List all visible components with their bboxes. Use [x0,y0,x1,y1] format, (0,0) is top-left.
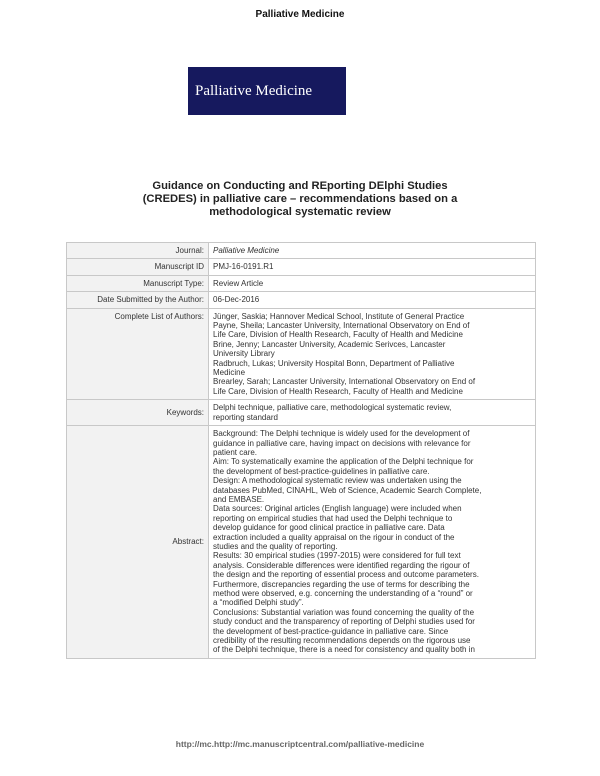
abstract-line: Aim: To systematically examine the application of the Delphi technique for [213,457,474,467]
table-row [67,308,536,400]
table-row [67,426,536,659]
author-line: Payne, Sheila; Lancaster University, International Observatory on End of [213,321,470,331]
manuscript-type-label: Manuscript Type: [67,275,209,291]
abstract-line: Background: The Delphi technique is widely used for the development of [213,429,470,439]
abstract-line: Furthermore, discrepancies regarding the use of terms for describing the [213,579,470,589]
author-line: Jünger, Saskia; Hannover Medical School, Institute of General Practice [213,311,465,321]
authors-label: Complete List of Authors: [67,308,209,400]
title-line: (CREDES) in palliative care – recommendations based on a [142,193,458,205]
keywords-label: Keywords: [67,400,209,426]
abstract-line: the development of best-practice-guidelines in palliative care. [213,466,430,476]
keyword-line: Delphi technique, palliative care, methodological systematic review, [213,403,452,413]
author-line: Brearley, Sarah; Lancaster University, International Observatory on End of [213,377,476,387]
article-title [70,180,530,219]
abstract-line: the design and the reporting of essential process and outcome parameters. [213,570,479,580]
author-line: Life Care, Division of Health Research, Faculty of Health and Medicine [213,330,463,340]
abstract-line: method were observed, e.g. concerning the understanding of a “round” or [213,589,473,598]
abstract-line: a “modified Delphi study”. [213,598,304,608]
journal-header: Palliative Medicine [255,9,345,20]
abstract-line: databases PubMed, CINAHL, Web of Science, Academic Search Complete, [213,485,482,495]
author-line: Brine, Jenny; Lancaster University, Academic Serivces, Lancaster [213,339,446,349]
author-line: Medicine [213,368,246,378]
journal-banner [188,67,346,115]
manuscript-id-label: Manuscript ID [67,259,209,275]
author-line: University Library [213,349,275,359]
date-submitted-value: 06-Dec-2016 [209,292,536,308]
title-line: methodological systematic review [209,206,391,218]
abstract-line: extraction included a quality appraisal on the rigour in conduct of the [213,532,455,542]
table-row [67,259,536,275]
abstract-line: Results: 30 empirical studies (1997-2015) were considered for full text [213,551,461,561]
abstract-value [209,426,536,659]
abstract-line: study conduct and the transparency of reporting of Delphi studies used for [213,617,475,627]
table-row [67,292,536,308]
table-row [67,243,536,259]
manuscript-metadata-table [66,242,536,659]
abstract-line: develop guidance for good clinical practice in palliative care. Data [213,523,445,533]
date-submitted-label: Date Submitted by the Author: [67,292,209,308]
title-line: Guidance on Conducting and REporting DElphi Studies [152,180,448,192]
abstract-line: studies and the quality of reporting. [213,541,338,551]
abstract-line: Data sources: Original articles (English language) were included when [213,504,462,514]
abstract-line: patient care. [213,447,258,457]
abstract-line: Conclusions: Substantial variation was found concerning the quality of the [213,607,475,617]
abstract-line: the development of best-practice-guidance in palliative care. Since [213,626,449,636]
author-line: Radbruch, Lukas; University Hospital Bonn, Department of Palliative [213,358,455,368]
abstract-line: Design: A methodological systematic review was undertaken using the [213,476,462,486]
footer-url[interactable]: http://mc.http://mc.manuscriptcentral.com/palliative-medicine [175,739,425,749]
journal-banner-text: Palliative Medicine [195,82,313,99]
abstract-line: reporting on empirical studies that had used the Delphi technique to [213,513,453,523]
manuscript-id-value: PMJ-16-0191.R1 [209,259,536,275]
abstract-line: and EMBASE. [213,494,265,504]
abstract-line: of the Delphi technique, there is a need for consistency and quality both in [213,645,475,655]
manuscript-type-value: Review Article [209,275,536,291]
author-line: Life Care, Division of Health Research, Faculty of Health and Medicine [213,386,463,396]
authors-value [209,308,536,400]
table-row [67,275,536,291]
abstract-line: credibility of the resulting recommendations depends on the rigorous use [213,636,471,646]
journal-label: Journal: [67,243,209,259]
abstract-label: Abstract: [67,426,209,659]
journal-value: Palliative Medicine [209,243,536,259]
keyword-line: reporting standard [213,412,278,422]
abstract-line: guidance in palliative care, having impact on decisions with relevance for [213,438,471,448]
table-row [67,400,536,426]
abstract-line: analysis. Considerable differences were identified regarding the rigour of [213,560,470,570]
keywords-value [209,400,536,426]
